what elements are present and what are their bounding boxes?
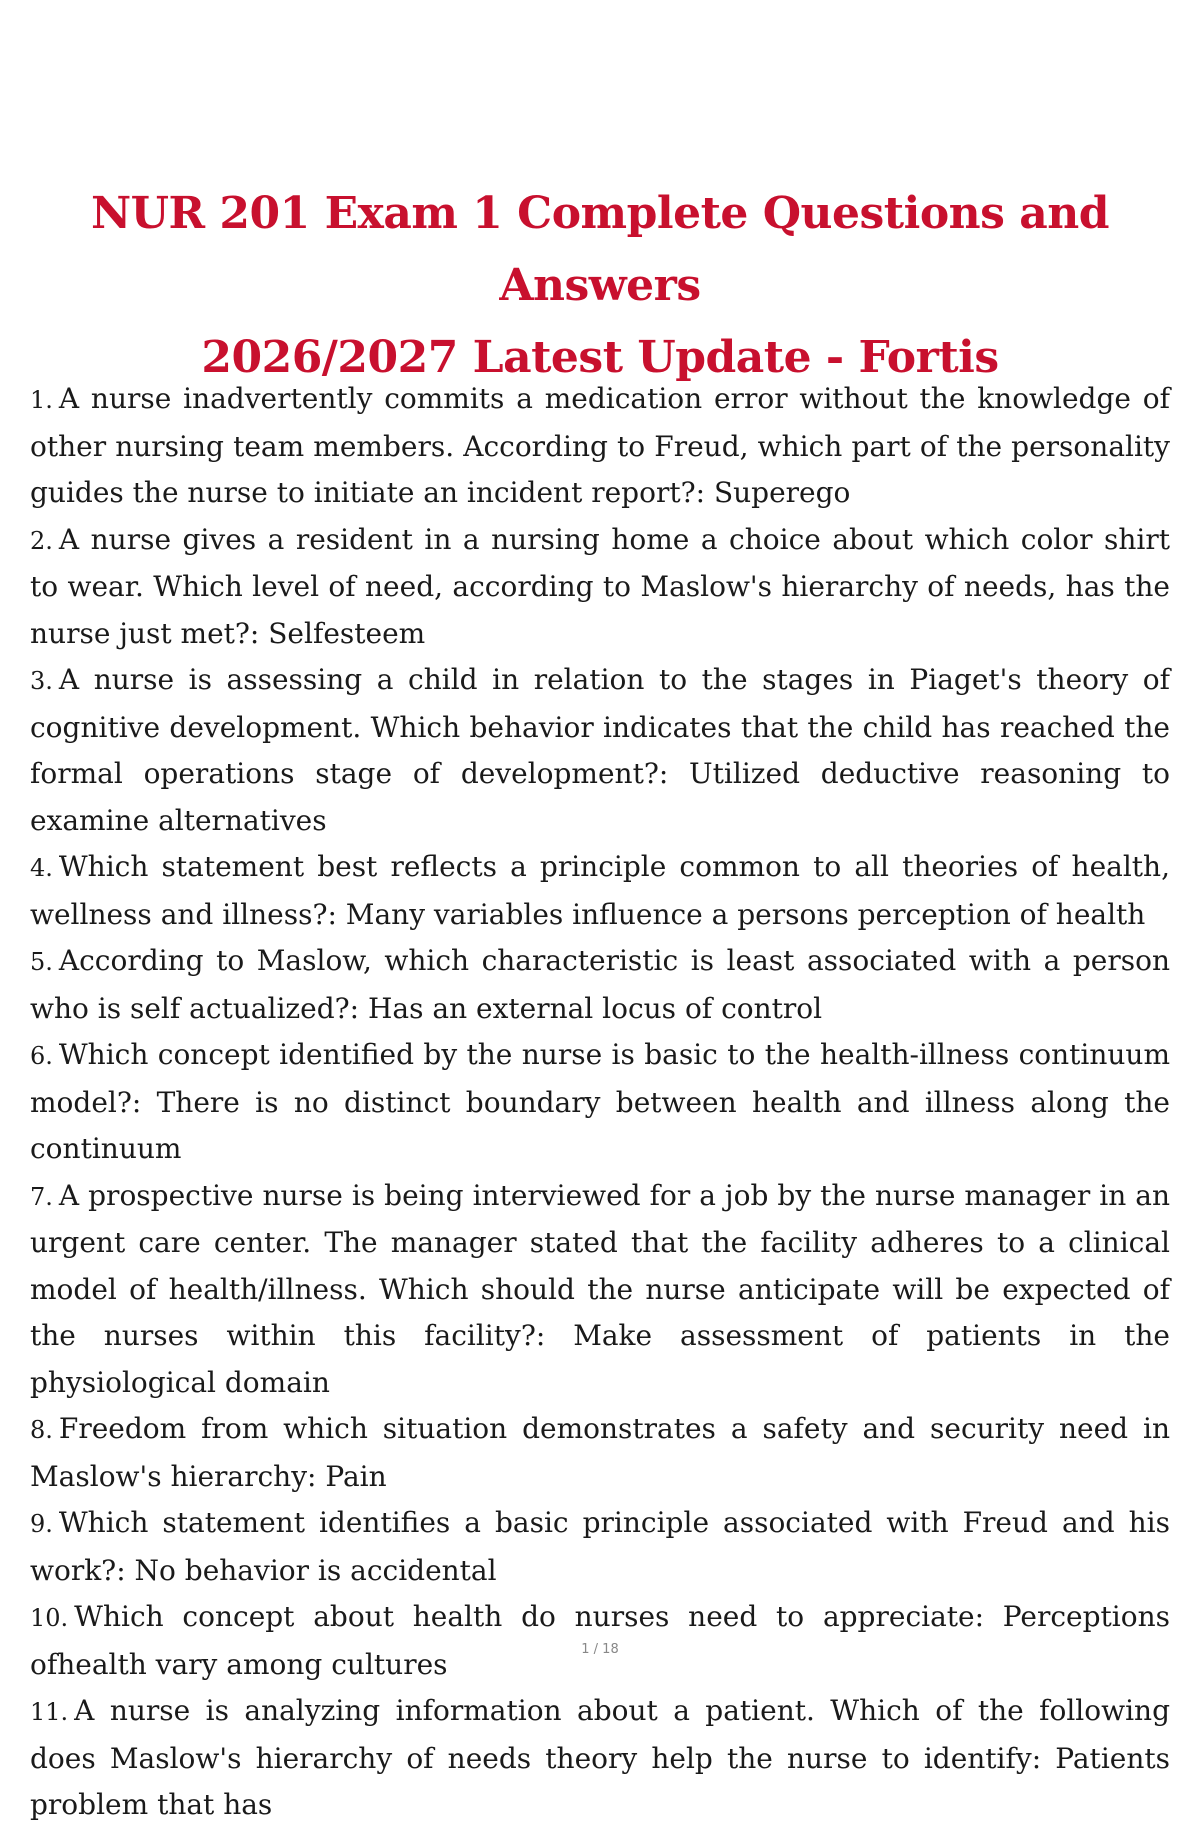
document-title: [40, 178, 1160, 394]
question-text: Which concept about health do nurses need to appreciate: Perceptions ofhealth vary among cultures: [30, 1600, 1170, 1681]
question-item-2: [30, 517, 1170, 658]
question-item-4: [30, 844, 1170, 938]
question-text: A nurse is analyzing information about a patient. Which of the following does Maslow's hierarchy of needs theory help the nurse to identify: Patients problem that has: [30, 1694, 1170, 1821]
question-number: 2.: [30, 526, 53, 555]
question-number: 9.: [30, 1510, 53, 1538]
question-number: 5.: [30, 948, 53, 976]
question-text: Which statement identifies a basic principle associated with Freud and his work?: No behavior is accidental: [30, 1506, 1170, 1587]
question-item-5: [30, 938, 1170, 1032]
question-item-3: [30, 657, 1170, 844]
question-number: 8.: [30, 1416, 53, 1444]
question-number: 1.: [30, 386, 53, 414]
title-line-2: 2026/2027 Latest Update - Fortis: [201, 332, 999, 383]
question-text: Freedom from which situation demonstrates a safety and security need in Maslow's hierarchy: Pain: [30, 1412, 1170, 1493]
question-number: 4.: [30, 854, 53, 882]
question-list: [30, 376, 1170, 1829]
question-item-7: [30, 1173, 1170, 1407]
question-item-10: [30, 1594, 1170, 1688]
question-item-8: [30, 1406, 1170, 1500]
question-number: 3.: [30, 667, 53, 695]
question-text: A nurse inadvertently commits a medication error without the knowledge of other nursing team members. According to Freud, which part of the personality guides the nurse to initiate an incident report?: Superego: [30, 382, 1170, 509]
question-number: 6.: [30, 1042, 53, 1070]
question-text: Which statement best reflects a principle common to all theories of health, wellness and illness?: Many variables influence a persons perception of health: [30, 850, 1170, 931]
question-number: 10.: [30, 1604, 69, 1632]
page-number: 1 / 18: [581, 1642, 619, 1657]
question-number: 7.: [30, 1182, 53, 1211]
question-item-1: [30, 376, 1170, 517]
title-line-1: NUR 201 Exam 1 Complete Questions and Answers: [90, 188, 1110, 311]
question-text: A nurse gives a resident in a nursing home a choice about which color shirt to wear. Which level of need, according to Maslow's hierarchy of needs, has the nurse just met?: Selfesteem: [30, 522, 1170, 650]
question-item-6: [30, 1032, 1170, 1173]
question-number: 11.: [30, 1698, 69, 1726]
question-item-11: [30, 1688, 1170, 1829]
question-text: A prospective nurse is being interviewed for a job by the nurse manager in an urgent care center. The manager stated that the facility adheres to a clinical model of health/illness. Which should the nurse anticipate will be expected of the nurses within this facility?: Make assessment of patients in the physiological domain: [30, 1178, 1170, 1399]
question-text: According to Maslow, which characteristic is least associated with a person who is self actualized?: Has an external locus of control: [30, 944, 1170, 1025]
question-text: Which concept identified by the nurse is basic to the health-illness continuum model?: There is no distinct boundary between health and illness along the continuum: [30, 1038, 1170, 1165]
question-text: A nurse is assessing a child in relation to the stages in Piaget's theory of cognitive development. Which behavior indicates that the child has reached the formal operations stage of development?: Utilized deductive reasoning to examine alternatives: [30, 663, 1170, 837]
question-item-9: [30, 1500, 1170, 1594]
